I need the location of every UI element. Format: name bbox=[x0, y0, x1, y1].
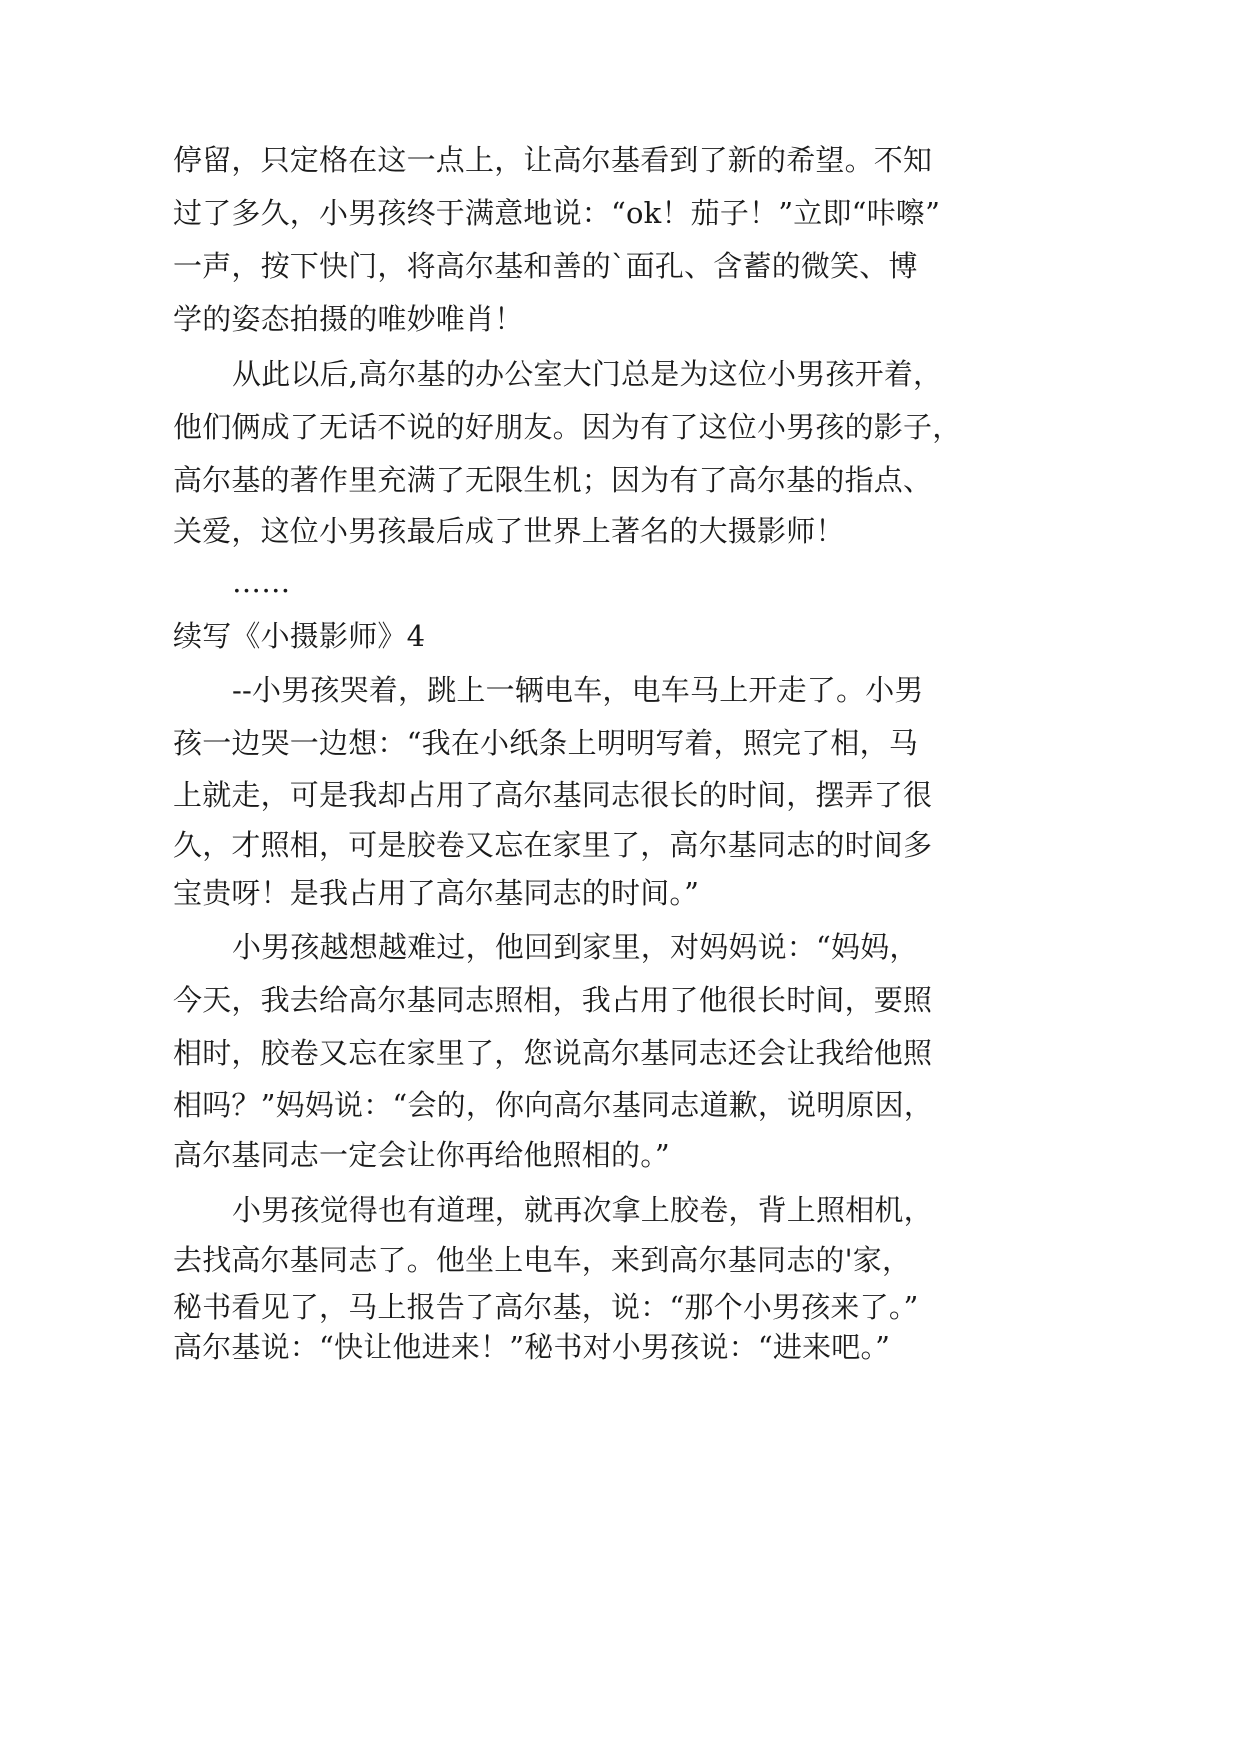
paragraph-first-line: --小男孩哭着，跳上一辆电车，电车马上开走了。小男 bbox=[232, 673, 924, 707]
paragraph-line: 停留，只定格在这一点上，让高尔基看到了新的希望。不知 bbox=[173, 143, 933, 177]
paragraph-line: 相时，胶卷又忘在家里了，您说高尔基同志还会让我给他照 bbox=[173, 1036, 933, 1070]
paragraph-first-line: 小男孩觉得也有道理，就再次拿上胶卷，背上照相机， bbox=[232, 1193, 933, 1227]
paragraph-first-line: 从此以后,高尔基的办公室大门总是为这位小男孩开着， bbox=[232, 357, 943, 391]
paragraph-line: 高尔基的著作里充满了无限生机；因为有了高尔基的指点、 bbox=[173, 463, 933, 497]
paragraph-line: 去找高尔基同志了。他坐上电车，来到高尔基同志的'家， bbox=[173, 1243, 912, 1277]
paragraph-line: 宝贵呀！是我占用了高尔基同志的时间。” bbox=[173, 876, 700, 910]
paragraph-line: 上就走，可是我却占用了高尔基同志很长的时间，摆弄了很 bbox=[173, 778, 933, 812]
paragraph-line: 高尔基说：“快让他进来！”秘书对小男孩说：“进来吧。” bbox=[173, 1330, 891, 1364]
paragraph-line: 学的姿态拍摄的唯妙唯肖！ bbox=[173, 302, 524, 336]
paragraph-line: 关爱，这位小男孩最后成了世界上著名的大摄影师！ bbox=[173, 514, 845, 548]
paragraph-first-line: 小男孩越想越难过，他回到家里，对妈妈说：“妈妈， bbox=[232, 930, 919, 964]
paragraph-line: 今天，我去给高尔基同志照相，我占用了他很长时间，要照 bbox=[173, 983, 933, 1017]
paragraph-line: 高尔基同志一定会让你再给他照相的。” bbox=[173, 1138, 670, 1172]
section-heading: 续写《小摄影师》4 bbox=[173, 619, 426, 653]
paragraph-line: 相吗？”妈妈说：“会的，你向高尔基同志道歉，说明原因， bbox=[173, 1088, 934, 1122]
paragraph-line: 过了多久，小男孩终于满意地说：“ok！茄子！”立即“咔嚓” bbox=[173, 196, 941, 230]
paragraph-line: 久，才照相，可是胶卷又忘在家里了，高尔基同志的时间多 bbox=[173, 828, 933, 862]
paragraph-line: 秘书看见了，马上报告了高尔基，说：“那个小男孩来了。” bbox=[173, 1290, 919, 1324]
paragraph-line: 他们俩成了无话不说的好朋友。因为有了这位小男孩的影子， bbox=[173, 410, 962, 444]
ellipsis-line: …… bbox=[232, 565, 291, 599]
paragraph-line: 一声，按下快门，将高尔基和善的`面孔、含蓄的微笑、博 bbox=[173, 249, 918, 283]
paragraph-line: 孩一边哭一边想：“我在小纸条上明明写着，照完了相，马 bbox=[173, 726, 919, 760]
